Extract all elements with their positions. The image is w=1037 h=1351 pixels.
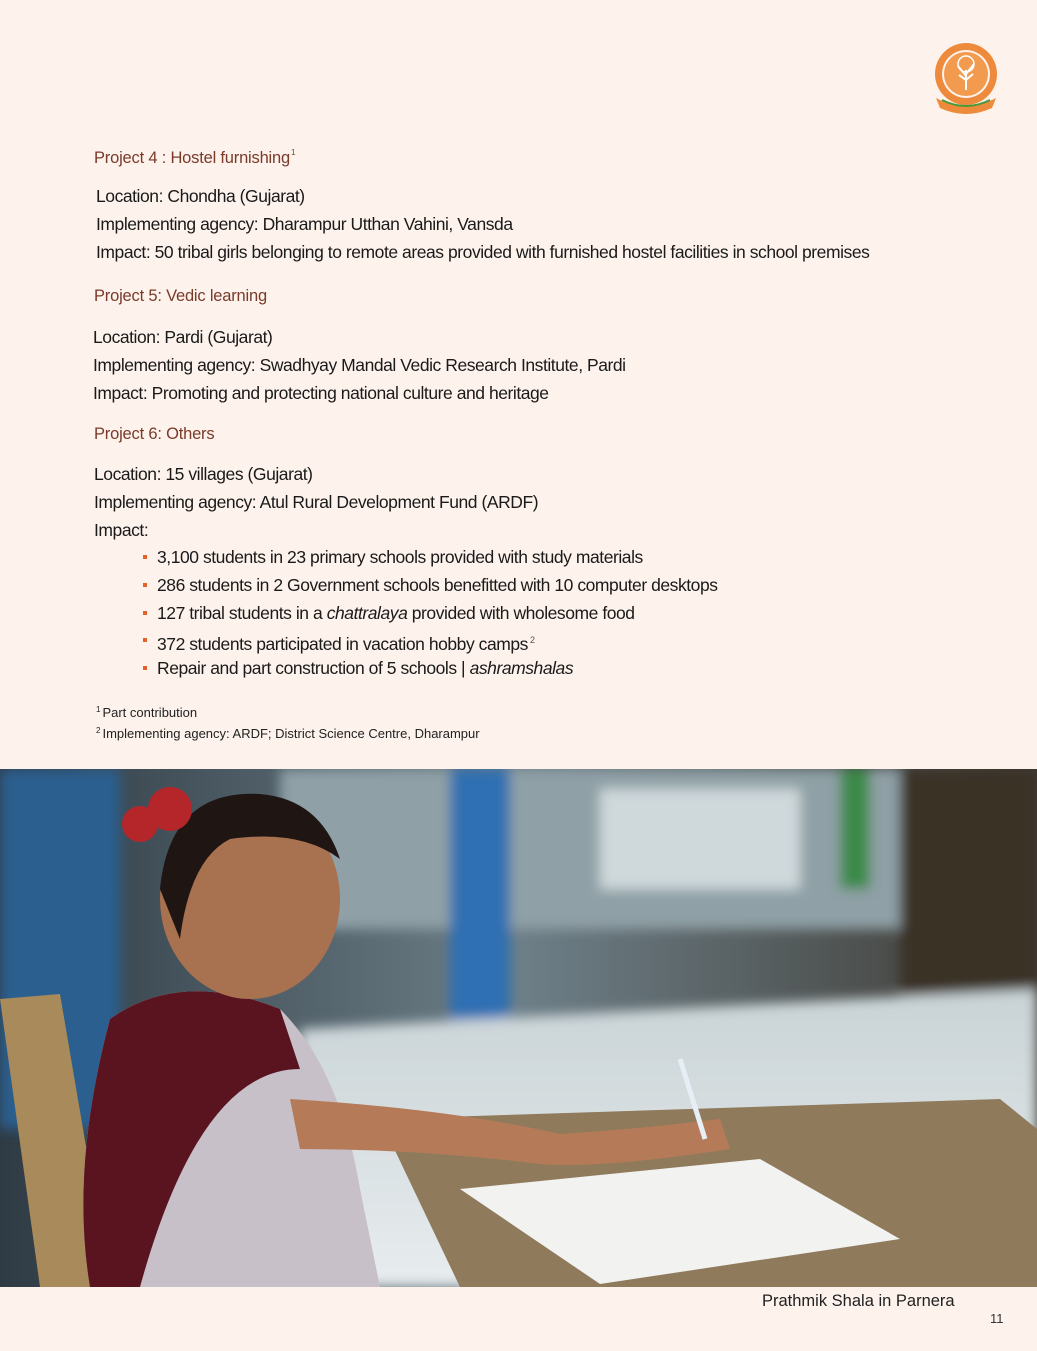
photo-caption: Prathmik Shala in Parnera	[762, 1292, 955, 1310]
project-6-title: Project 6: Others	[94, 425, 215, 443]
list-item: 3,100 students in 23 primary schools provided with study materials	[143, 546, 718, 574]
bullet-icon	[143, 583, 147, 587]
project-5-impact: Impact: Promoting and protecting national culture and heritage	[93, 383, 549, 403]
list-item: 127 tribal students in a chattralaya provided with wholesome food	[143, 602, 718, 630]
footnote-1: $^1$ Part contribution	[96, 705, 198, 720]
project-4-title: Project 4 : Hostel furnishing$^1$	[94, 148, 296, 167]
bullet-icon	[143, 611, 147, 615]
impact-list	[143, 546, 718, 685]
classroom-photo	[0, 769, 1037, 1287]
bullet-icon	[143, 666, 147, 670]
project-5-title: Project 5: Vedic learning	[94, 287, 267, 305]
footnote-2: $^2$ Implementing agency: ARDF; District Science Centre, Dharampur	[96, 726, 480, 741]
project-5-location: Location: Pardi (Gujarat)	[93, 327, 273, 347]
list-item: 372 students participated in vacation hobby camps $^2$	[143, 629, 718, 657]
project-4-agency: Implementing agency: Dharampur Utthan Vahini, Vansda	[96, 214, 513, 234]
page-number: 11	[990, 1311, 1004, 1326]
project-4-impact: Impact: 50 tribal girls belonging to remote areas provided with furnished hostel facilities in school premises	[96, 242, 870, 262]
project-4-location: Location: Chondha (Gujarat)	[96, 186, 305, 206]
project-6-agency: Implementing agency: Atul Rural Development Fund (ARDF)	[94, 492, 539, 512]
bullet-icon	[143, 555, 147, 559]
project-6-location: Location: 15 villages (Gujarat)	[94, 464, 313, 484]
project-6-impact: Impact:	[94, 520, 149, 540]
list-item: Repair and part construction of 5 schools | ashramshalas	[143, 657, 718, 685]
atul-foundation-logo-icon	[932, 38, 1000, 116]
bullet-icon	[143, 638, 147, 642]
list-item: 286 students in 2 Government schools benefitted with 10 computer desktops	[143, 574, 718, 602]
project-5-agency: Implementing agency: Swadhyay Mandal Vedic Research Institute, Pardi	[93, 355, 626, 375]
